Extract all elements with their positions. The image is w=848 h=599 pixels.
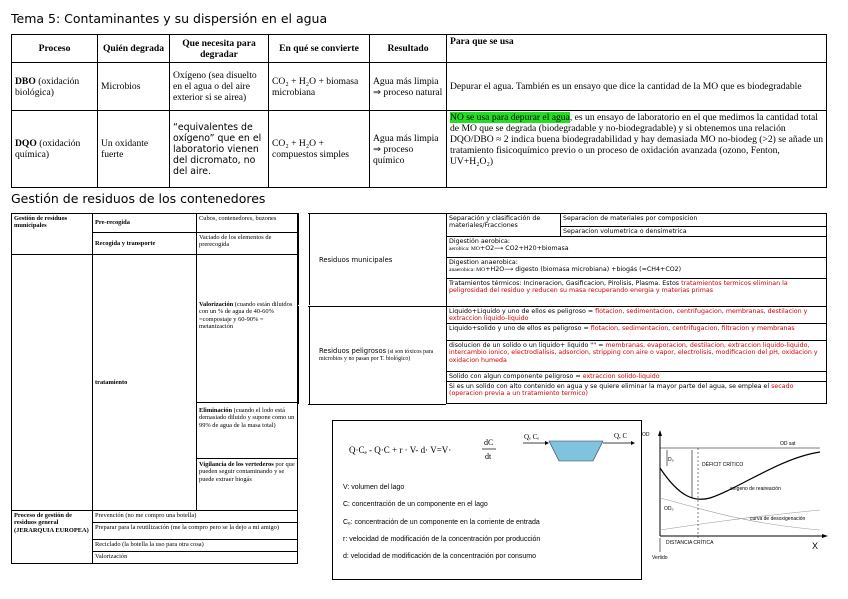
residuos-peligrosos-cell <box>308 306 446 405</box>
dqo-proceso <box>12 111 98 188</box>
proceso-label: Proceso de gestión de residuos general (JERARQUIA EUROPEA) <box>12 511 93 564</box>
tratamiento: tratamiento <box>93 255 197 511</box>
dqo-resultado: Agua más limpia ⇒ proceso químico <box>370 111 447 188</box>
header-proceso: Proceso <box>12 35 98 63</box>
prevencion: Prevención (no me compro una botella) <box>93 511 298 523</box>
mass-balance-box <box>332 420 642 580</box>
dig-anaerobica-title: Digestion anaerobica: <box>449 259 518 266</box>
dis-red: membranas, evaporacion, destilacion, extraccion liquido-liquido, intercambio ionico, electrodialisis, adsorcion, stripping con aire o vapor, electrolisis, modificacion del pH, oxidacion y oxidacion humeda <box>449 342 818 364</box>
termicos <box>447 279 826 307</box>
svg-text:Q·Cₑ - Q·C + r · V- d· V=V·: Q·Cₑ - Q·C + r · V- d· V=V· <box>349 445 452 455</box>
header-resultado: Resultado <box>370 35 447 63</box>
agua-text: Si es un solido con alto contenido en agua y se quiere eliminar la mayor parte del agua, se emplea el <box>449 383 772 390</box>
dig-anaerobica-eq: +H2O⟶ digesto (biomasa microbiana) +biogás (=CH4+CO2) <box>485 266 682 274</box>
recogida: Recogida y transporte <box>93 233 197 255</box>
dqo-uso <box>447 111 827 188</box>
tratamientos-column <box>446 213 827 404</box>
graph-oxigeno: oxígeno de reaireación <box>730 486 781 492</box>
solido-peligroso <box>447 372 826 382</box>
pre-recogida-desc: Cubos, contenedores, buzones <box>197 214 298 233</box>
oxygen-sag-graph <box>640 428 830 568</box>
separacion: Separación y clasificación de materiales/Fracciones <box>447 214 561 236</box>
graph-curva: curva de desoxigenación <box>750 516 806 522</box>
sep-vol: Separacion volumetrica o densimetrica <box>563 228 687 235</box>
dig-aerobica <box>447 237 826 258</box>
graph-vertido: Vertido <box>652 555 668 561</box>
preparar: Preparar para la reutilización (me la compro pero se la dejo a mi amigo) <box>93 523 298 540</box>
ll-text: Liquido+Liquido y uno de ellos es peligroso = <box>449 308 596 315</box>
residuos-municipales: Residuos municipales <box>319 256 393 264</box>
lake-shape <box>549 441 603 461</box>
ls-red: flotacion, sedimentacion, centrifugacion, filtracion y membranas <box>590 325 795 332</box>
gestion-table <box>11 213 298 564</box>
dig-anaerobica-small: anaerobica: MO <box>449 267 486 274</box>
gestion-label: Gestión de residuos municipales <box>12 214 93 255</box>
dbo-resultado: Agua más limpia ⇒ proceso natural <box>370 63 447 111</box>
header-necesita: Que necesita para degradar <box>170 35 269 63</box>
dqo-uso-rest: , es un ensayo de laboratorio en el que medimos la cantidad total de MO que se degrada (biodegradable y no-biodegradable) y si obtenemos una relación DQO/DBO ≈ 2 indica buena biodegradabilidad y hay demasiada MO no-biodeg (>2) se añade un tratamiento fisicoquímico previo o un proceso de oxidación avanzada (ozono, Fenton, UV+H₂O₂) <box>450 112 824 167</box>
legend <box>343 479 540 565</box>
agua-red: secado (operacion previa a un tratamiento termico) <box>449 383 794 398</box>
gestion-title: Gestión de residuos de los contenedores <box>11 191 266 206</box>
graph-od-sat: OD sat <box>780 441 796 447</box>
dqo-convierte: CO₂ + H₂O + compuestos simples <box>269 111 370 188</box>
svg-text:dt: dt <box>485 452 492 461</box>
recogida-desc: Vaciado de los elementos de prerecogida <box>197 233 298 255</box>
table1-row-dbo <box>12 63 827 111</box>
vigilancia-cell <box>197 459 297 485</box>
ll-red: flotacion, sedimentacion, centrifugacion, membranas, destilacion y extraccion liquido-liquido <box>449 308 808 323</box>
in-label: Qₑ Cₑ <box>524 433 540 441</box>
residuos-municipales-cell <box>308 213 446 307</box>
dig-anaerobica <box>447 258 826 279</box>
sep-comp: Separacion de materiales por composicion <box>561 214 826 227</box>
pre-recogida: Pre-recogida <box>93 214 197 233</box>
dig-aerobica-title: Digestión aerobica: <box>449 238 511 245</box>
table1-row-dqo <box>12 111 827 188</box>
residuos-peligrosos-rest: (si son tóxicos para microbios y no pasan por T. biológico) <box>319 348 434 362</box>
graph-x-axis: X <box>812 541 819 551</box>
sol-red: extraccion solido-liquido <box>582 373 660 380</box>
dbo-dqo-table <box>11 34 827 188</box>
graph-distancia: DISTANCIA CRÍTICA <box>666 540 714 546</box>
eliminacion-rest: (cuando el lodo está demasiado diluido y supone como un 99% de agua de la masa total) <box>199 407 295 429</box>
dqo-necesita: “equivalentes de oxígeno” que en el laboratorio vienen del dicromato, no del aire. <box>170 111 269 188</box>
dbo-uso: Depurar el agua. También es un ensayo que dice la cantidad de la MO que es biodegradable <box>447 63 827 111</box>
tema-title: Tema 5: Contaminantes y su dispersión en el agua <box>11 11 328 26</box>
dqo-suffix: (oxidación química) <box>15 138 81 160</box>
header-quien: Quién degrada <box>98 35 170 63</box>
graph-deficit: DÉFICIT CRÍTICO <box>702 462 744 468</box>
legend-r: r: velocidad de modificación de la concentración por producción <box>343 535 541 543</box>
dbo-suffix: (oxidación biológica) <box>15 75 80 98</box>
valorizacion-cell <box>197 255 297 403</box>
legend-v: V: volumen del lago <box>343 484 405 491</box>
legend-c: C: concentración de un componente en el lago <box>343 501 488 509</box>
dbo-necesita: Oxígeno (sea disuelto en el agua o del aire exterior si se airea) <box>170 63 269 111</box>
dis-text: disolucion de un solido o un liquido+ liquido "" = <box>449 342 606 349</box>
valorizacion-bold: Valorización <box>199 301 234 308</box>
vigilancia-bold: Vigilancia de los vertederos <box>199 461 274 468</box>
eliminacion-bold: Eliminación <box>199 407 233 414</box>
legend-ce: Cₑ: concentración de un componente en la corriente de entrada <box>343 518 540 526</box>
termicos-red: tratamientos termicos eliminan la peligrosidad del residuo y reducen su masa recuperando energia y materias primas <box>449 280 788 295</box>
graph-d0: D₀ <box>668 457 674 463</box>
reciclado: Reciclado (la botella la uso para otra cosa) <box>93 540 298 552</box>
secado <box>447 382 826 399</box>
liquido-liquido <box>447 307 826 324</box>
header-convierte: En qué se convierte <box>269 35 370 63</box>
header-uso: Para que se usa <box>447 35 827 63</box>
disolucion <box>447 341 826 372</box>
dbo-quien: Microbios <box>98 63 170 111</box>
residuos-peligrosos: Residuos peligrosos <box>319 346 387 355</box>
dqo-quien: Un oxidante fuerte <box>98 111 170 188</box>
legend-d: d: velocidad de modificación de la concentración por consumo <box>343 553 537 561</box>
dbo-name: DBO <box>15 75 36 87</box>
eliminacion-cell <box>197 403 297 459</box>
dig-aerobica-eq: +O2⟶ CO2+H20+biomasa <box>479 245 569 253</box>
out-label: Q, C <box>614 432 628 440</box>
dig-aerobica-small: aerobica: MO <box>449 246 480 253</box>
svg-text:dC: dC <box>484 438 494 447</box>
vigilancia-rest: por que pueden seguir contaminando y se puede extraer biogás <box>199 461 295 483</box>
liquido-solido <box>447 324 826 341</box>
dbo-proceso <box>12 63 98 111</box>
sol-text: Solido con algun componente peligroso = <box>449 373 583 380</box>
dqo-name: DQO <box>15 138 37 149</box>
table1-header-row <box>12 35 827 63</box>
dqo-uso-highlight: NO se usa para depurar el agua <box>450 112 570 123</box>
ls-text: Liquido+solido y uno de ellos es peligroso = <box>449 325 591 332</box>
termicos-text: Tratamientos térmicos: Incineracion, Gasificacion, Pirolisis, Plasma. Estos <box>449 280 682 287</box>
graph-od0: OD₀ <box>664 506 674 512</box>
valorizacion2: Valorización <box>93 552 298 564</box>
dbo-convierte: CO₂ + H₂O + biomasa microbiana <box>269 63 370 111</box>
graph-od-top: OD <box>642 432 650 438</box>
valorizacion-rest: (cuando están diluidos con un % de agua de 40-60% =compostaje y 60-90% = metanización <box>199 301 293 331</box>
